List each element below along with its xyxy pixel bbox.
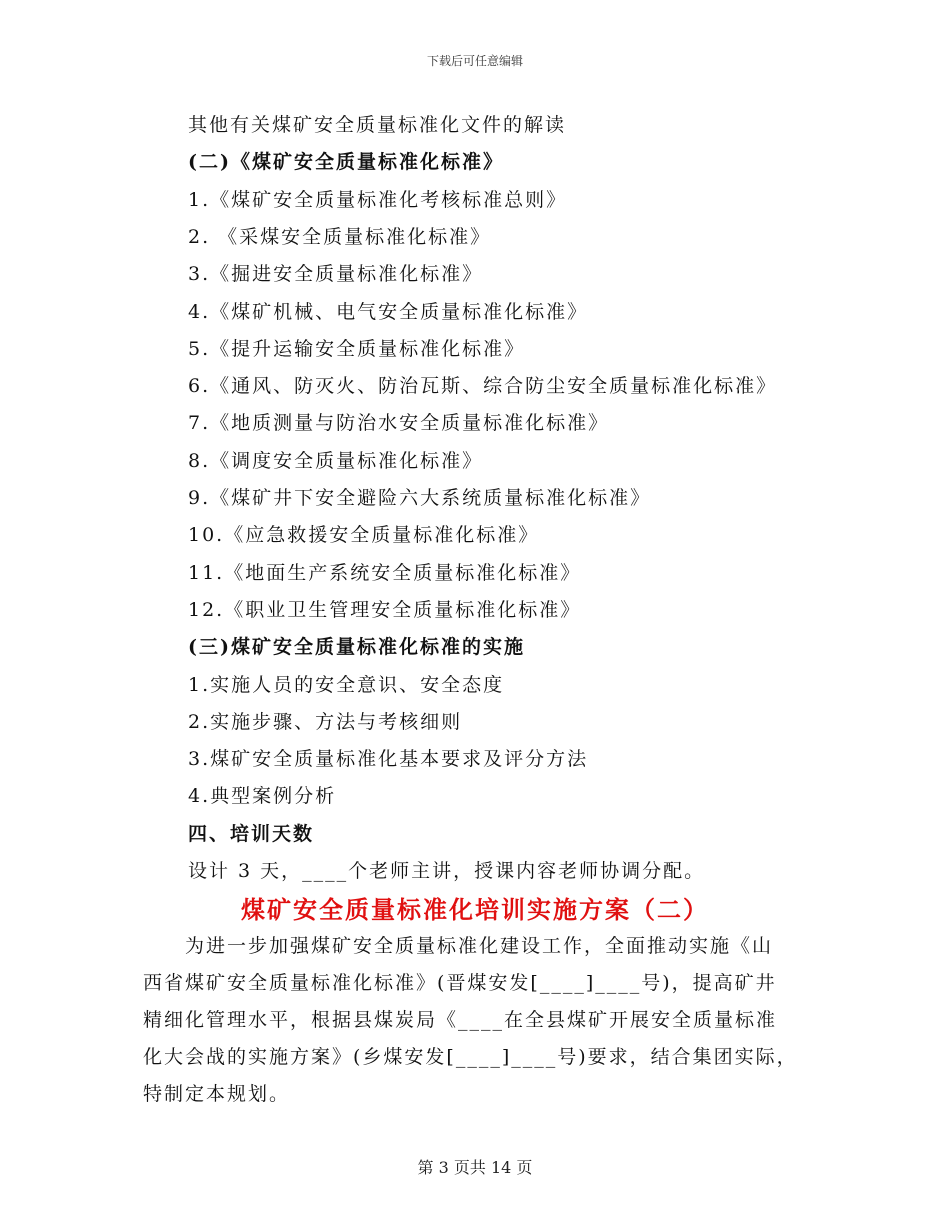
list-item: 8.《调度安全质量标准化标准》: [188, 449, 484, 472]
list-item: 2.实施步骤、方法与考核细则: [188, 710, 463, 733]
page-footer: 第 3 页共 14 页: [417, 1158, 533, 1177]
list-item: 9.《煤矿井下安全避险六大系统质量标准化标准》: [188, 487, 652, 509]
list-item: 2. 《采煤安全质量标准化标准》: [188, 225, 492, 248]
paragraph-line: 精细化管理水平，根据县煤炭局《____在全县煤矿开展安全质量标准: [143, 1009, 778, 1031]
document-title: 煤矿安全质量标准化培训实施方案（二）: [241, 896, 709, 924]
paragraph-line: 化大会战的实施方案》(乡煤安发[____]____号)要求，结合集团实际，: [143, 1046, 798, 1068]
list-item: 3.煤矿安全质量标准化基本要求及评分方法: [188, 748, 589, 771]
intro-paragraph: [143, 928, 808, 1113]
paragraph-line: 为进一步加强煤矿安全质量标准化建设工作，全面推动实施《山: [143, 935, 774, 957]
section-heading: (二)《煤矿安全质量标准化标准》: [188, 151, 504, 174]
section-heading: 四、培训天数: [188, 822, 315, 845]
list-item: 1.实施人员的安全意识、安全态度: [188, 673, 505, 696]
paragraph-line: 西省煤矿安全质量标准化标准》(晋煤安发[____]____号)，提高矿井: [143, 972, 777, 994]
list-item: 6.《通风、防灭火、防治瓦斯、综合防尘安全质量标准化标准》: [188, 375, 778, 398]
page-header: 下载后可任意编辑: [426, 54, 523, 68]
list-item: 其他有关煤矿安全质量标准化文件的解读: [188, 114, 567, 136]
list-item: 10.《应急救援安全质量标准化标准》: [188, 524, 540, 547]
list-item: 5.《提升运输安全质量标准化标准》: [188, 337, 526, 360]
list-item: 4.《煤矿机械、电气安全质量标准化标准》: [188, 300, 589, 323]
list-item: 1.《煤矿安全质量标准化考核标准总则》: [188, 188, 568, 211]
list-item: 11.《地面生产系统安全质量标准化标准》: [188, 561, 582, 584]
list-item: 12.《职业卫生管理安全质量标准化标准》: [188, 598, 582, 621]
list-item: 4.典型案例分析: [188, 785, 337, 808]
list-item: 7.《地质测量与防治水安全质量标准化标准》: [188, 412, 610, 435]
list-item: 3.《掘进安全质量标准化标准》: [188, 263, 484, 286]
section-heading: (三)煤矿安全质量标准化标准的实施: [188, 636, 525, 659]
list-item: 设计 3 天，____个老师主讲，授课内容老师协调分配。: [188, 860, 706, 882]
paragraph-line: 特制定本规划。: [143, 1083, 291, 1105]
